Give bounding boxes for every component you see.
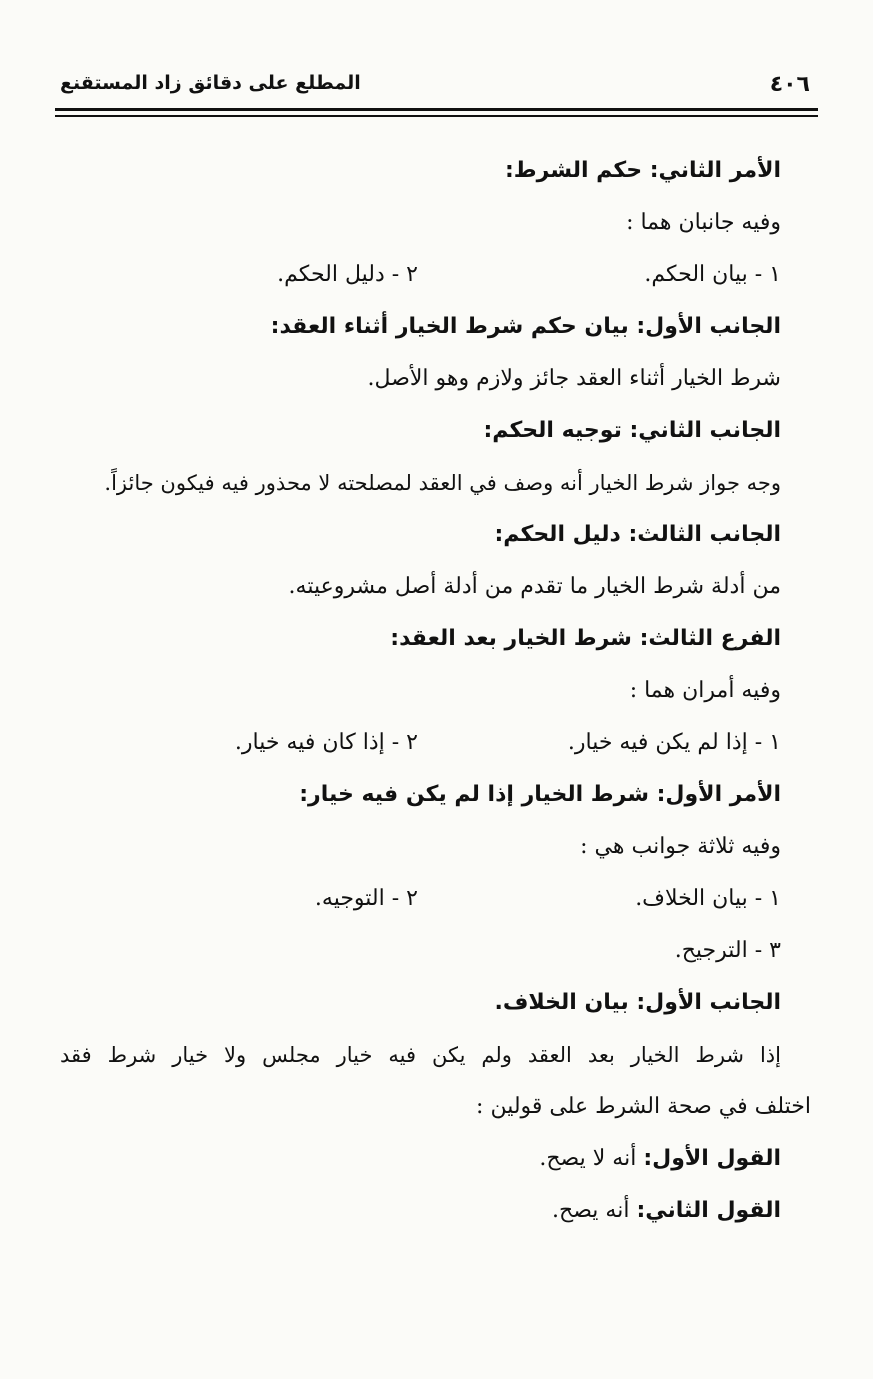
paragraph: اختلف في صحة الشرط على قولين :	[476, 1094, 811, 1119]
paragraph: وجه جواز شرط الخيار أنه وصف في العقد لمصلحته لا محذور فيه فيكون جائزاً.	[104, 471, 781, 495]
list-item: ٢ - دليل الحكم.	[277, 262, 418, 287]
list-item: ١ - إذا لم يكن فيه خيار.	[567, 730, 781, 755]
list-item: ٣ - الترجيح.	[674, 938, 781, 963]
subsection-heading: الفرع الثالث: شرط الخيار بعد العقد:	[390, 626, 781, 651]
opinion-label: القول الثاني:	[636, 1198, 781, 1223]
opinion-text: أنه يصح.	[552, 1198, 630, 1223]
header-rule-thin	[55, 115, 818, 117]
list-item: ٢ - التوجيه.	[314, 886, 418, 911]
section-heading: الجانب الأول: بيان الخلاف.	[494, 990, 781, 1015]
opinion-text: أنه لا يصح.	[539, 1146, 637, 1171]
opinion-label: القول الأول:	[643, 1146, 781, 1171]
numbered-list-row	[60, 873, 781, 925]
page-number: ٤٠٦	[769, 72, 810, 97]
book-title: المطلع على دقائق زاد المستقنع	[60, 72, 361, 94]
section-heading: الأمر الثاني: حكم الشرط:	[505, 158, 781, 183]
paragraph: وفيه جانبان هما :	[626, 210, 781, 235]
section-heading: الجانب الأول: بيان حكم شرط الخيار أثناء العقد:	[270, 314, 781, 339]
section-heading: الجانب الثاني: توجيه الحكم:	[483, 418, 781, 443]
list-item: ٢ - إذا كان فيه خيار.	[234, 730, 418, 755]
page-header	[55, 70, 818, 100]
list-item: ١ - بيان الخلاف.	[635, 886, 781, 911]
section-heading: الجانب الثالث: دليل الحكم:	[494, 522, 781, 547]
list-item: ١ - بيان الحكم.	[644, 262, 781, 287]
paragraph: من أدلة شرط الخيار ما تقدم من أدلة أصل مشروعيته.	[288, 574, 781, 599]
header-rule-thick	[55, 108, 818, 111]
paragraph: شرط الخيار أثناء العقد جائز ولازم وهو الأصل.	[367, 366, 781, 391]
paragraph: وفيه أمران هما :	[629, 678, 781, 703]
paragraph: وفيه ثلاثة جوانب هي :	[580, 834, 781, 859]
numbered-list-row	[60, 249, 781, 301]
numbered-list-row	[60, 717, 781, 769]
page-body	[60, 145, 811, 1237]
paragraph: إذا شرط الخيار بعد العقد ولم يكن فيه خيار مجلس ولا خيار شرط فقد	[60, 1043, 781, 1067]
section-heading: الأمر الأول: شرط الخيار إذا لم يكن فيه خيار:	[299, 782, 781, 807]
opinion-line	[60, 1185, 781, 1237]
opinion-line	[60, 1133, 781, 1185]
